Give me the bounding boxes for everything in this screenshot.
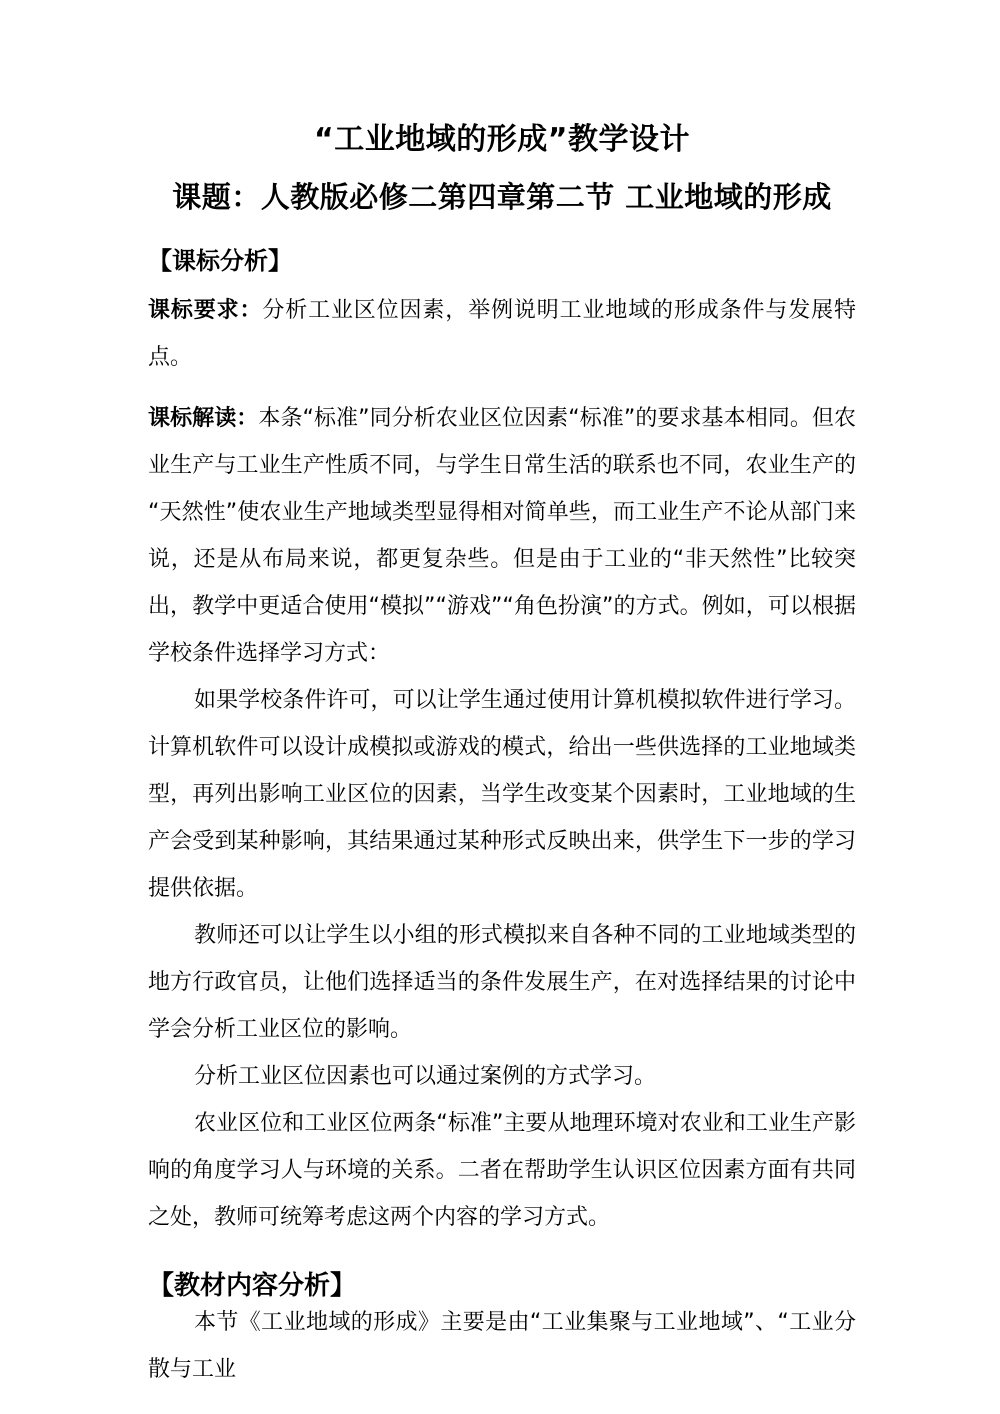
paragraph-group-roleplay: 教师还可以让学生以小组的形式模拟来自各种不同的工业地域类型的地方行政官员，让他们选择适当的条件发展生产，在对选择结果的讨论中学会分析工业区位的影响。: [148, 922, 856, 1042]
paragraph-text: 本条“标准”同分析农业区位因素“标准”的要求基本相同。但农业生产与工业生产性质不同，与学生日常生活的联系也不同，农业生产的“天然性”使农业生产地域类型显得相对简单些，而工业生产不论从部门来说，还是从布局来说，都更复杂些。但是由于工业的“非天然性”比较突出，教学中更适合使用“模拟”“游戏”“角色扮演”的方式。例如，可以根据学校条件选择学习方式：: [148, 405, 856, 666]
paragraph-agriculture-industry-comparison: 农业区位和工业区位两条“标准”主要从地理环境对农业和工业生产影响的角度学习人与环境的关系。二者在帮助学生认识区位因素方面有共同之处，教师可统筹考虑这两个内容的学习方式。: [148, 1110, 856, 1230]
section-heading-textbook-analysis: 【教材内容分析】: [148, 1270, 357, 1301]
section-heading-curriculum-analysis: 【课标分析】: [148, 246, 292, 275]
document-title-main: “工业地域的形成”教学设计: [314, 122, 690, 157]
paragraph-textbook-overview: 本节《工业地域的形成》主要是由“工业集聚与工业地域”、“工业分散与工业: [148, 1309, 856, 1382]
paragraph-lead-label: 课标要求：: [148, 297, 263, 323]
document-content: [148, 0, 856, 1393]
paragraph-lead-label: 课标解读：: [148, 405, 259, 431]
paragraph-case-study: 分析工业区位因素也可以通过案例的方式学习。: [194, 1063, 657, 1089]
paragraph-text: 分析工业区位因素，举例说明工业地域的形成条件与发展特点。: [148, 297, 856, 370]
paragraph-curriculum-requirement: [148, 287, 856, 381]
document-title-subject: 课题：人教版必修二第四章第二节 工业地域的形成: [172, 180, 832, 214]
paragraph-curriculum-interpretation: [148, 395, 856, 677]
paragraph-computer-simulation: 如果学校条件许可，可以让学生通过使用计算机模拟软件进行学习。计算机软件可以设计成模拟或游戏的模式，给出一些供选择的工业地域类型，再列出影响工业区位的因素，当学生改变某个因素时，工业地域的生产会受到某种影响，其结果通过某种形式反映出来，供学生下一步的学习提供依据。: [148, 687, 856, 901]
